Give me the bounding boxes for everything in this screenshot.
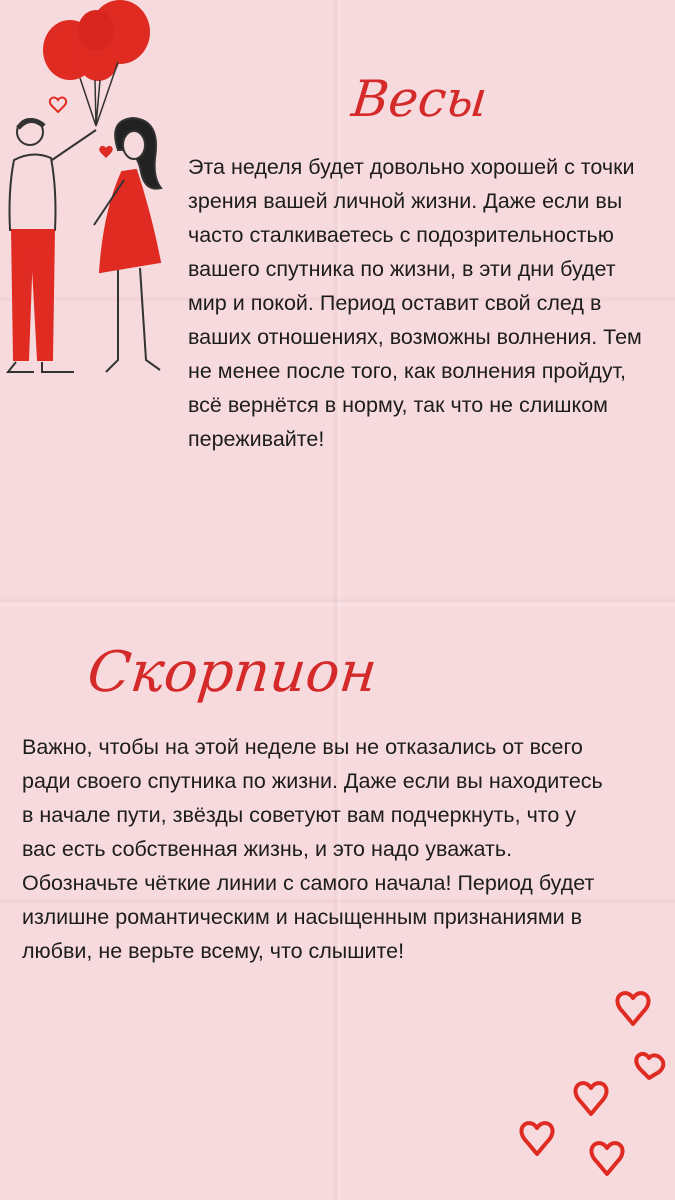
scorpio-title: Скорпион [84, 640, 381, 705]
libra-title: Весы [348, 70, 491, 128]
hearts-decoration [515, 980, 675, 1200]
libra-forecast-text: Эта неделя будет довольно хорошей с точки зрения вашей личной жизни. Даже если вы часто сталкиваетесь с подозрительностью вашего спутника по жизни, в эти дни будет мир и покой. Период оставит свой след в ваших отношениях, возможны волнения. Тем не менее после того, как волнения пройдут, всё вернётся в норму, так что не слишком переживайте! [188, 155, 642, 451]
scorpio-forecast-text: Важно, чтобы на этой неделе вы не отказались от всего ради своего спутника по жизни. Даже если вы находитесь в начале пути, звёзды советуют вам подчеркнуть, что у вас есть собственная жизнь, и это надо уважать. Обозначьте чёткие линии с самого начала! Период будет излишне романтическим и насыщенным признаниями в любви, не верьте всему, что слышите! [22, 735, 603, 963]
heart-icon [636, 1054, 663, 1078]
heart-icon [521, 1123, 552, 1154]
couple-with-balloons-illustration [0, 0, 180, 390]
heart-icon [575, 1083, 606, 1114]
heart-icon [617, 993, 648, 1024]
heart-icon [591, 1143, 622, 1174]
man-figure-icon [8, 119, 96, 372]
woman-figure-icon [94, 118, 161, 372]
